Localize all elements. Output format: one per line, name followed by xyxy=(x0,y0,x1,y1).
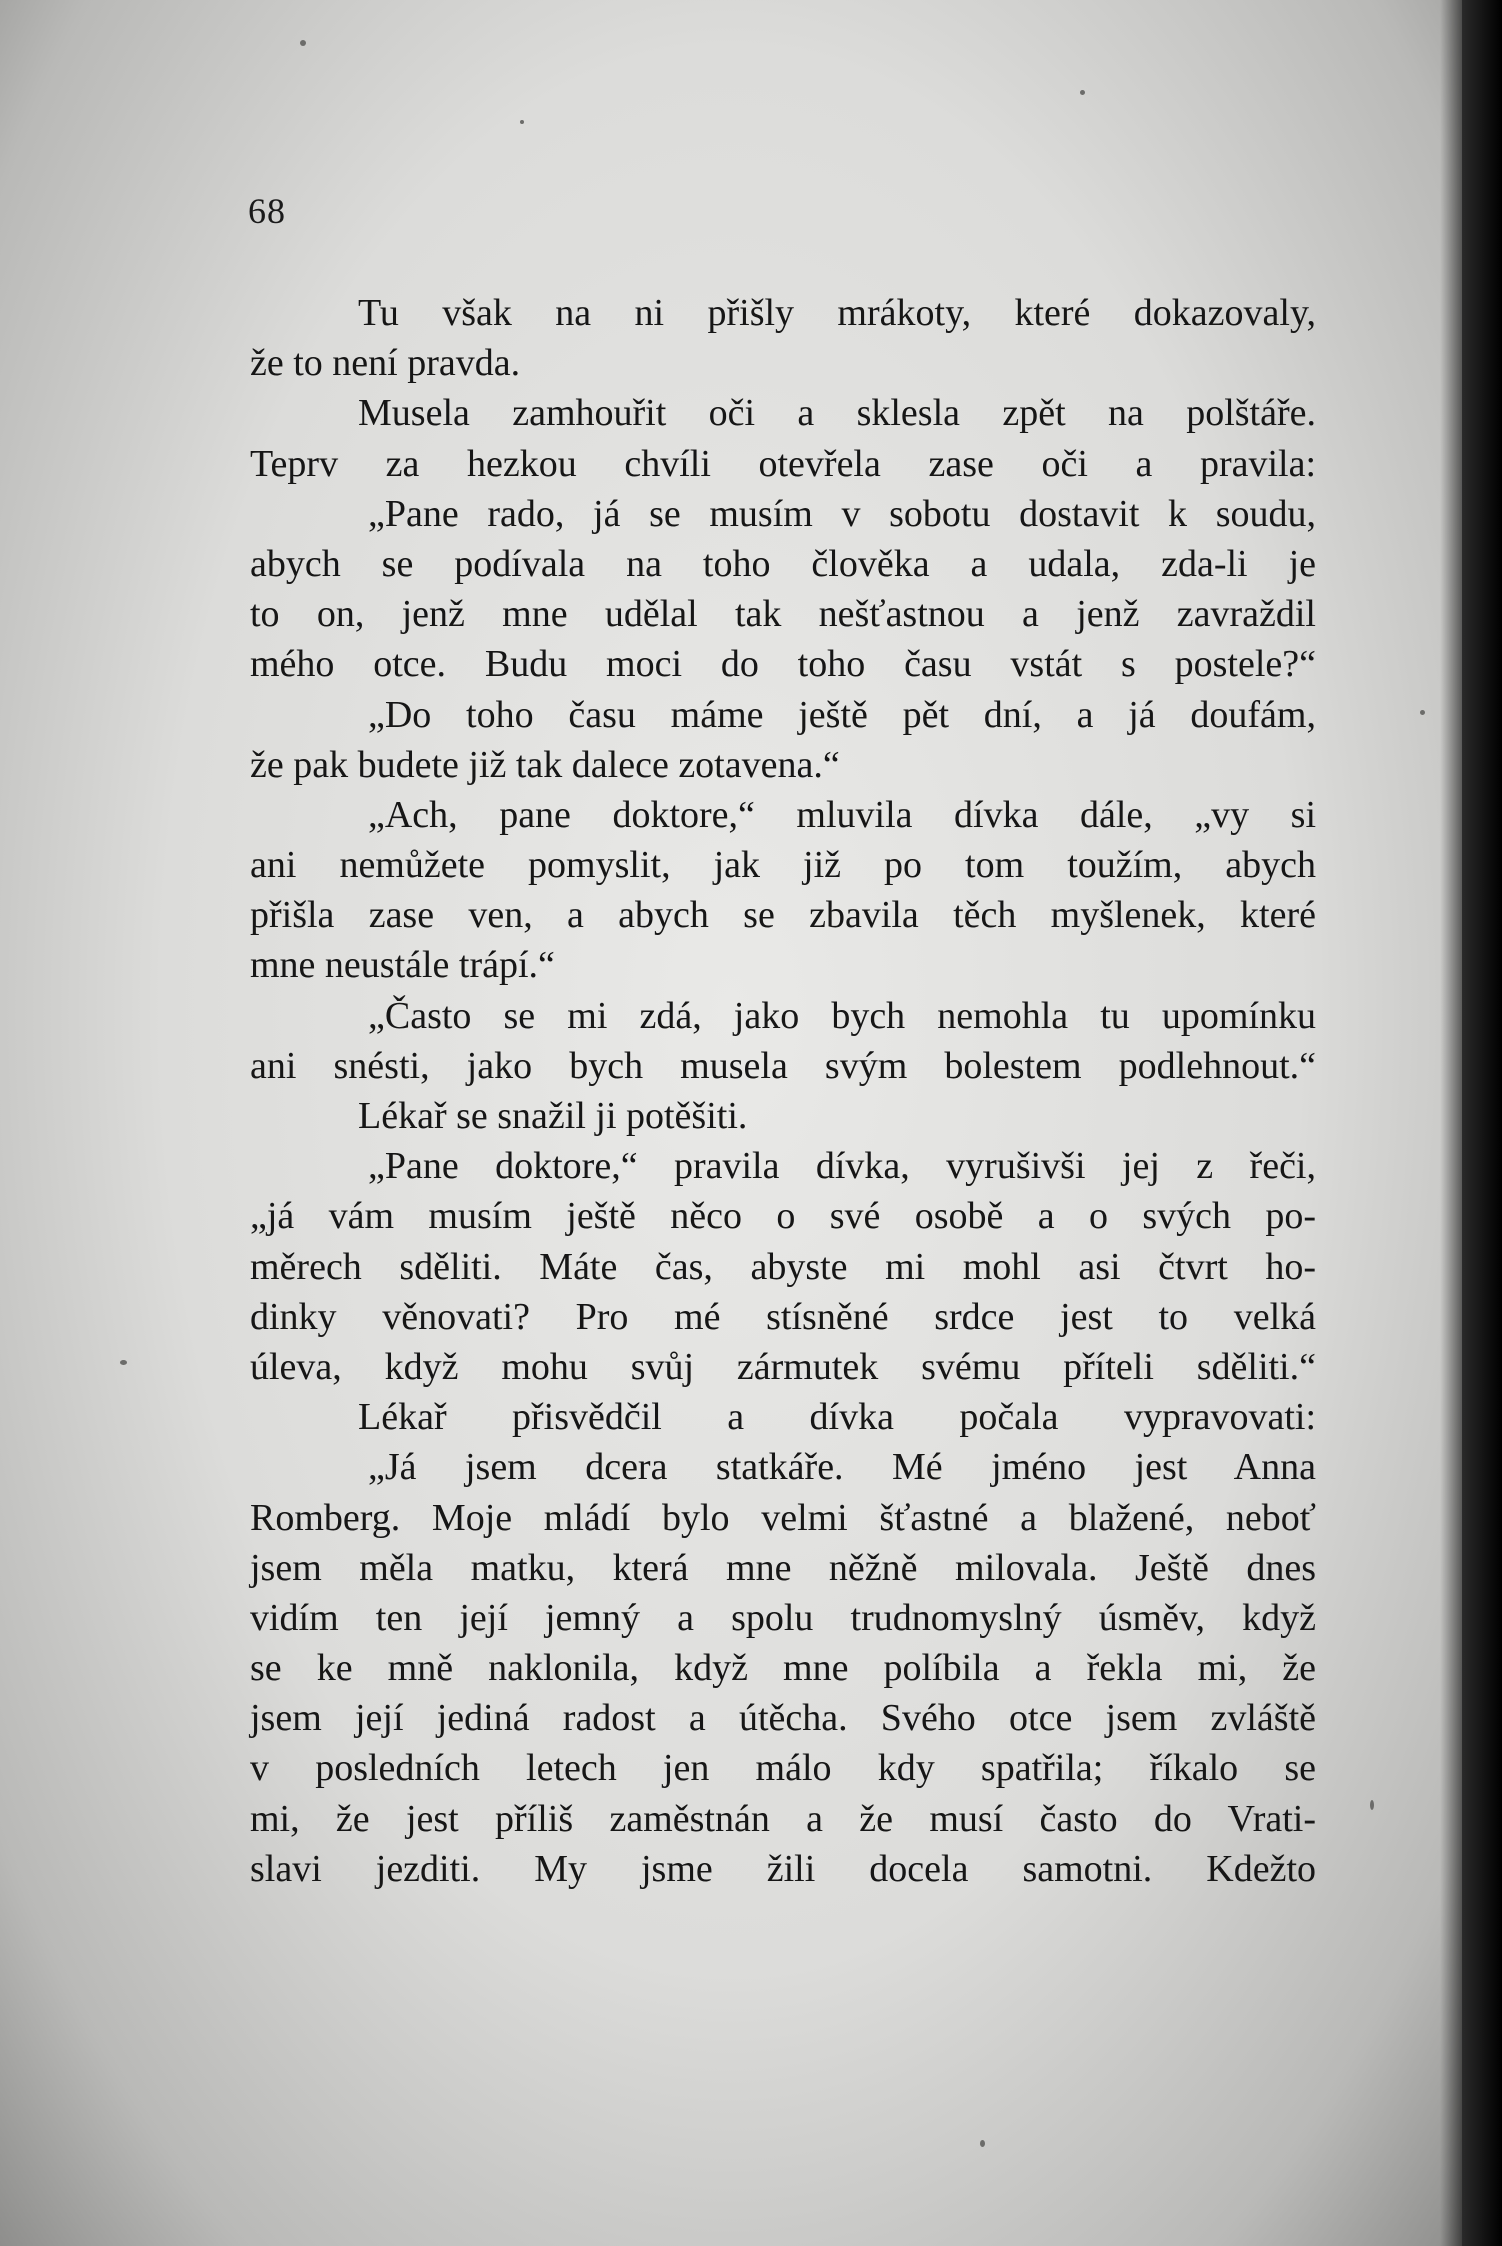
paper-speck xyxy=(1080,90,1085,95)
text-line: Lékař přisvědčil a dívka počala vypravovati: xyxy=(358,1396,1316,1439)
text-line: se ke mně naklonila, když mne políbila a řekla mi, že xyxy=(250,1647,1316,1690)
paper-speck xyxy=(1370,1800,1374,1810)
page-edge-shadow xyxy=(1440,0,1462,2246)
text-line: Romberg. Moje mládí bylo velmi šťastné a blažené, neboť xyxy=(250,1496,1316,1539)
text-line: že to není pravda. xyxy=(250,342,521,385)
text-line: „Ach, pane doktore,“ mluvila dívka dále, „vy si xyxy=(368,793,1316,836)
text-line: v posledních letech jen málo kdy spatřila; říkalo se xyxy=(250,1747,1316,1790)
text-line: slavi jezditi. My jsme žili docela samotni. Kdežto xyxy=(250,1847,1316,1890)
paper-speck xyxy=(1420,710,1425,715)
text-line: „já vám musím ještě něco o své osobě a o svých po- xyxy=(250,1195,1316,1238)
paper-speck xyxy=(980,2140,985,2147)
text-line: úleva, když mohu svůj zármutek svému příteli sděliti.“ xyxy=(250,1345,1316,1388)
text-line: Teprv za hezkou chvíli otevřela zase oči a pravila: xyxy=(250,442,1316,485)
text-line: Tu však na ni přišly mrákoty, které dokazovaly, xyxy=(358,292,1316,334)
paper-speck xyxy=(520,120,524,124)
scan-border xyxy=(1462,0,1502,2246)
body-text xyxy=(250,288,1316,1894)
text-line: Musela zamhouřit oči a sklesla zpět na polštáře. xyxy=(358,392,1316,435)
text-line: že pak budete již tak dalece zotavena.“ xyxy=(250,743,840,786)
text-line: vidím ten její jemný a spolu trudnomyslný úsměv, když xyxy=(250,1596,1316,1639)
text-line: jsem měla matku, která mne něžně milovala. Ještě dnes xyxy=(250,1546,1316,1589)
text-line: mi, že jest příliš zaměstnán a že musí často do Vrati- xyxy=(250,1797,1316,1840)
text-line: Lékař se snažil ji potěšiti. xyxy=(358,1095,748,1137)
text-line: jsem její jediná radost a útěcha. Svého otce jsem zvláště xyxy=(250,1697,1316,1740)
text-line: mého otce. Budu moci do toho času vstát s postele?“ xyxy=(250,643,1316,686)
page-number: 68 xyxy=(248,191,286,231)
text-line: „Pane rado, já se musím v sobotu dostavit k soudu, xyxy=(368,492,1316,535)
text-line: „Pane doktore,“ pravila dívka, vyrušivši jej z řeči, xyxy=(368,1145,1316,1188)
text-line: ani nemůžete pomyslit, jak již po tom toužím, abych xyxy=(250,844,1316,887)
text-line: „Já jsem dcera statkáře. Mé jméno jest Anna xyxy=(368,1446,1316,1489)
text-line: abych se podívala na toho člověka a udala, zda-li je xyxy=(250,542,1316,585)
text-line: „Do toho času máme ještě pět dní, a já doufám, xyxy=(368,693,1316,736)
text-line: přišla zase ven, a abych se zbavila těch myšlenek, které xyxy=(250,894,1316,937)
paper-speck xyxy=(120,1360,127,1365)
text-line: to on, jenž mne udělal tak nešťastnou a jenž zavraždil xyxy=(250,593,1316,636)
text-line: ani snésti, jako bych musela svým bolestem podlehnout.“ xyxy=(250,1044,1316,1087)
text-line: měrech sděliti. Máte čas, abyste mi mohl asi čtvrt ho- xyxy=(250,1245,1316,1288)
text-line: mne neustále trápí.“ xyxy=(250,944,555,987)
paper-speck xyxy=(300,40,306,46)
text-line: dinky věnovati? Pro mé stísněné srdce jest to velká xyxy=(250,1295,1316,1338)
text-line: „Často se mi zdá, jako bych nemohla tu upomínku xyxy=(368,994,1316,1037)
